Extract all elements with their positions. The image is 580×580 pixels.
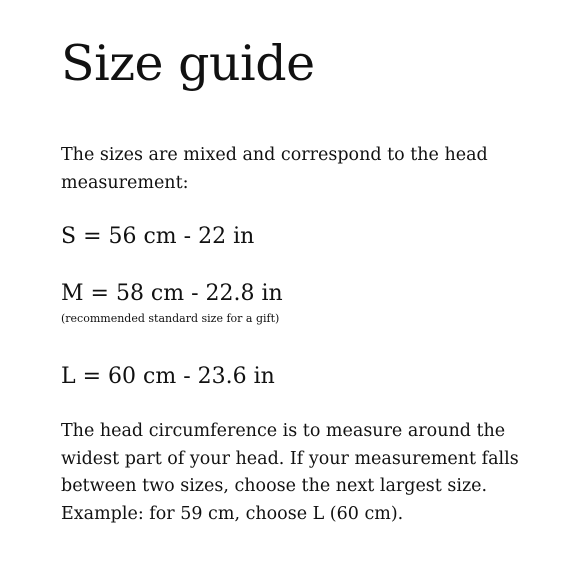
page-title: Size guide [61,35,315,92]
size-m-row: M = 58 cm - 22.8 in [61,281,283,306]
intro-line: measurement: [61,173,189,193]
measurement-instructions [61,418,541,528]
size-m-note: (recommended standard size for a gift) [61,312,280,325]
intro-line: The sizes are mixed and correspond to the head [61,145,488,165]
instruction-line: The head circumference is to measure around the [61,421,506,441]
intro-paragraph [61,141,531,197]
instruction-line: Example: for 59 cm, choose L (60 cm). [61,503,404,524]
instruction-line: between two sizes, choose the next largest size. [61,476,488,496]
size-s-row: S = 56 cm - 22 in [61,224,255,249]
size-l-row: L = 60 cm - 23.6 in [61,364,275,389]
instruction-line: widest part of your head. If your measurement falls [61,448,519,469]
